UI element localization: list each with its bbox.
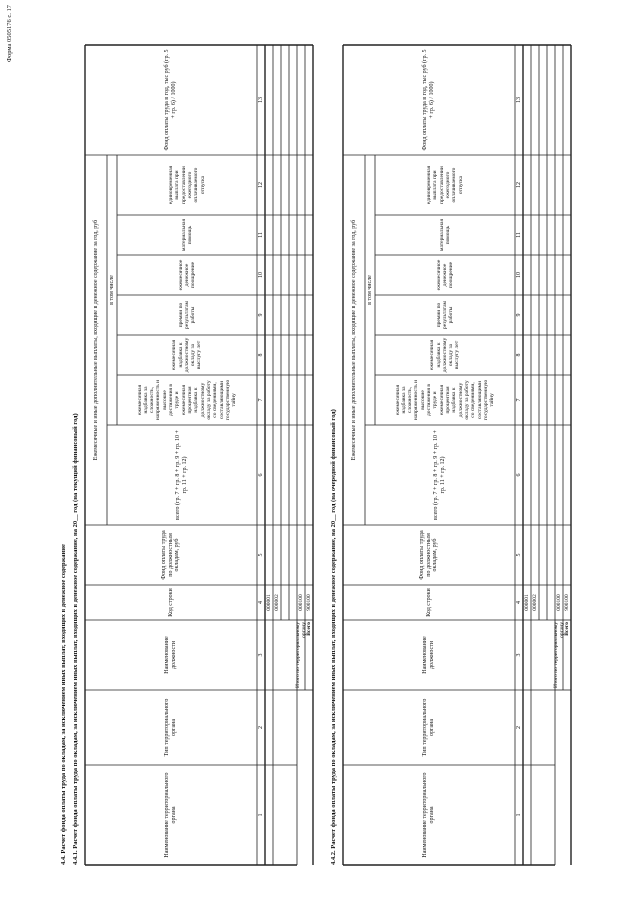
column-number: 9 [257,313,264,317]
row-code: 000002 [531,594,538,611]
header-salary-fund: Фонд оплаты труда по должностным окладам, руб [418,530,439,580]
column-number: 1 [257,813,264,817]
total-code: 900100 [563,594,570,611]
subtotal-label: Итого по территориальному органу [294,622,307,688]
column-number: 3 [515,653,522,657]
row-code: 000001 [523,594,530,611]
column-number: 7 [257,398,264,402]
column-number: 2 [257,726,264,729]
column-number: 10 [515,272,522,278]
subtotal-label: Итого по территориальному органу [552,622,565,688]
header-row-code: Код строки [425,588,432,617]
column-number: 3 [257,653,264,657]
row-code: 000001 [265,594,272,611]
header-seniority-bonus: ежемесячная надбавка к должностному окладу за выслугу лет [429,337,461,373]
header-total-payments: всего (гр. 7 + гр. 8 + гр. 9 + гр. 10 + гр. 11 + гр. 12) [175,430,188,520]
table-caption: 4.4.1. Расчет фонда оплаты труда по окладам, за исключением иных выплат, входящих в денежное содержание, на 20__ год (на текущий финансовый год) [72,413,79,865]
header-material-aid: материальная помощь [180,219,193,251]
header-in-that: в том числе [366,275,373,305]
column-number: 6 [257,473,264,477]
subtotal-code: 000100 [297,594,304,611]
header-material-aid: материальная помощь [438,219,451,251]
column-number: 9 [515,313,522,317]
column-number: 4 [257,601,264,604]
header-territorial-body: Наименование территориального органа [164,772,177,858]
total-label: Всего [563,622,570,636]
header-payments-group: Ежемесячные и иные дополнительные выплаты, входящие в денежное содержание за год, руб [92,219,99,461]
header-complexity-bonus: ежемесячная надбавка за сложность, напряженность и высокие достижения в труде и ежемесячная процентная надбавка к должностному окладу за работу со сведениями, составляющими государственную тайну [394,379,496,421]
header-monthly-incentive: ежемесячное денежное поощрение [177,259,197,291]
header-in-that: в том числе [108,275,115,305]
header-position: Наименование должности [422,636,435,674]
header-seniority-bonus: ежемесячная надбавка к должностному окладу за выслугу лет [171,337,203,373]
column-number: 13 [257,97,264,103]
column-number: 5 [515,553,522,557]
column-number: 8 [257,353,264,357]
header-annual-fund: Фонд оплаты труда в год, тыс руб (гр. 5 + гр. 6) / 1000) [164,49,177,151]
header-monthly-incentive: ежемесячное денежное поощрение [435,259,455,291]
table-caption: 4.4.2. Расчет фонда оплаты труда по окладам, за исключением иных выплат, входящих в денежное содержание, на 20__ год (на очередной финансовый год) [330,409,337,865]
header-performance-bonus: премии по результатам работы [177,300,197,330]
column-number: 12 [515,182,522,188]
header-total-payments: всего (гр. 7 + гр. 8 + гр. 9 + гр. 10 + гр. 11 + гр. 12) [433,430,446,520]
column-number: 5 [257,553,264,557]
row-code: 000002 [273,594,280,611]
header-territorial-body: Наименование территориального органа [422,772,435,858]
column-number: 10 [257,272,264,278]
header-position: Наименование должности [164,636,177,674]
column-number: 7 [515,398,522,402]
header-row-code: Код строки [167,588,174,617]
header-body-type: Тип территориального органа [164,698,177,757]
header-payments-group: Ежемесячные и иные дополнительные выплаты, входящие в денежное содержание за год, руб [350,219,357,461]
header-performance-bonus: премии по результатам работы [435,300,455,330]
total-label: Всего [305,622,312,636]
column-number: 2 [515,726,522,729]
column-number: 1 [515,813,522,817]
column-number: 6 [515,473,522,477]
column-number: 4 [515,601,522,604]
column-number: 11 [515,232,522,238]
column-number: 11 [257,232,264,238]
column-number: 13 [515,97,522,103]
total-code: 900100 [305,594,312,611]
section-title: 4.4. Расчет фонда оплаты труда по окладам, за исключением иных выплат, входящих в денежное содержание [60,544,67,865]
header-salary-fund: Фонд оплаты труда по должностным окладам, руб [160,530,181,580]
column-number: 12 [257,182,264,188]
column-number: 8 [515,353,522,357]
header-vacation-payment: единовременная выплата при предоставлении ежегодного оплачиваемого отпуска [168,165,206,205]
header-annual-fund: Фонд оплаты труда в год, тыс руб (гр. 5 + гр. 6) / 1000) [422,49,435,151]
subtotal-code: 000100 [555,594,562,611]
header-body-type: Тип территориального органа [422,698,435,757]
form-label: Форма 0505176 с. 17 [6,5,13,63]
header-vacation-payment: единовременная выплата при предоставлении ежегодного оплачиваемого отпуска [426,165,464,205]
header-complexity-bonus: ежемесячная надбавка за сложность, напряженность и высокие достижения в труде и ежемесячная процентная надбавка к должностному окладу за работу со сведениями, составляющими государственную тайну [136,379,238,421]
